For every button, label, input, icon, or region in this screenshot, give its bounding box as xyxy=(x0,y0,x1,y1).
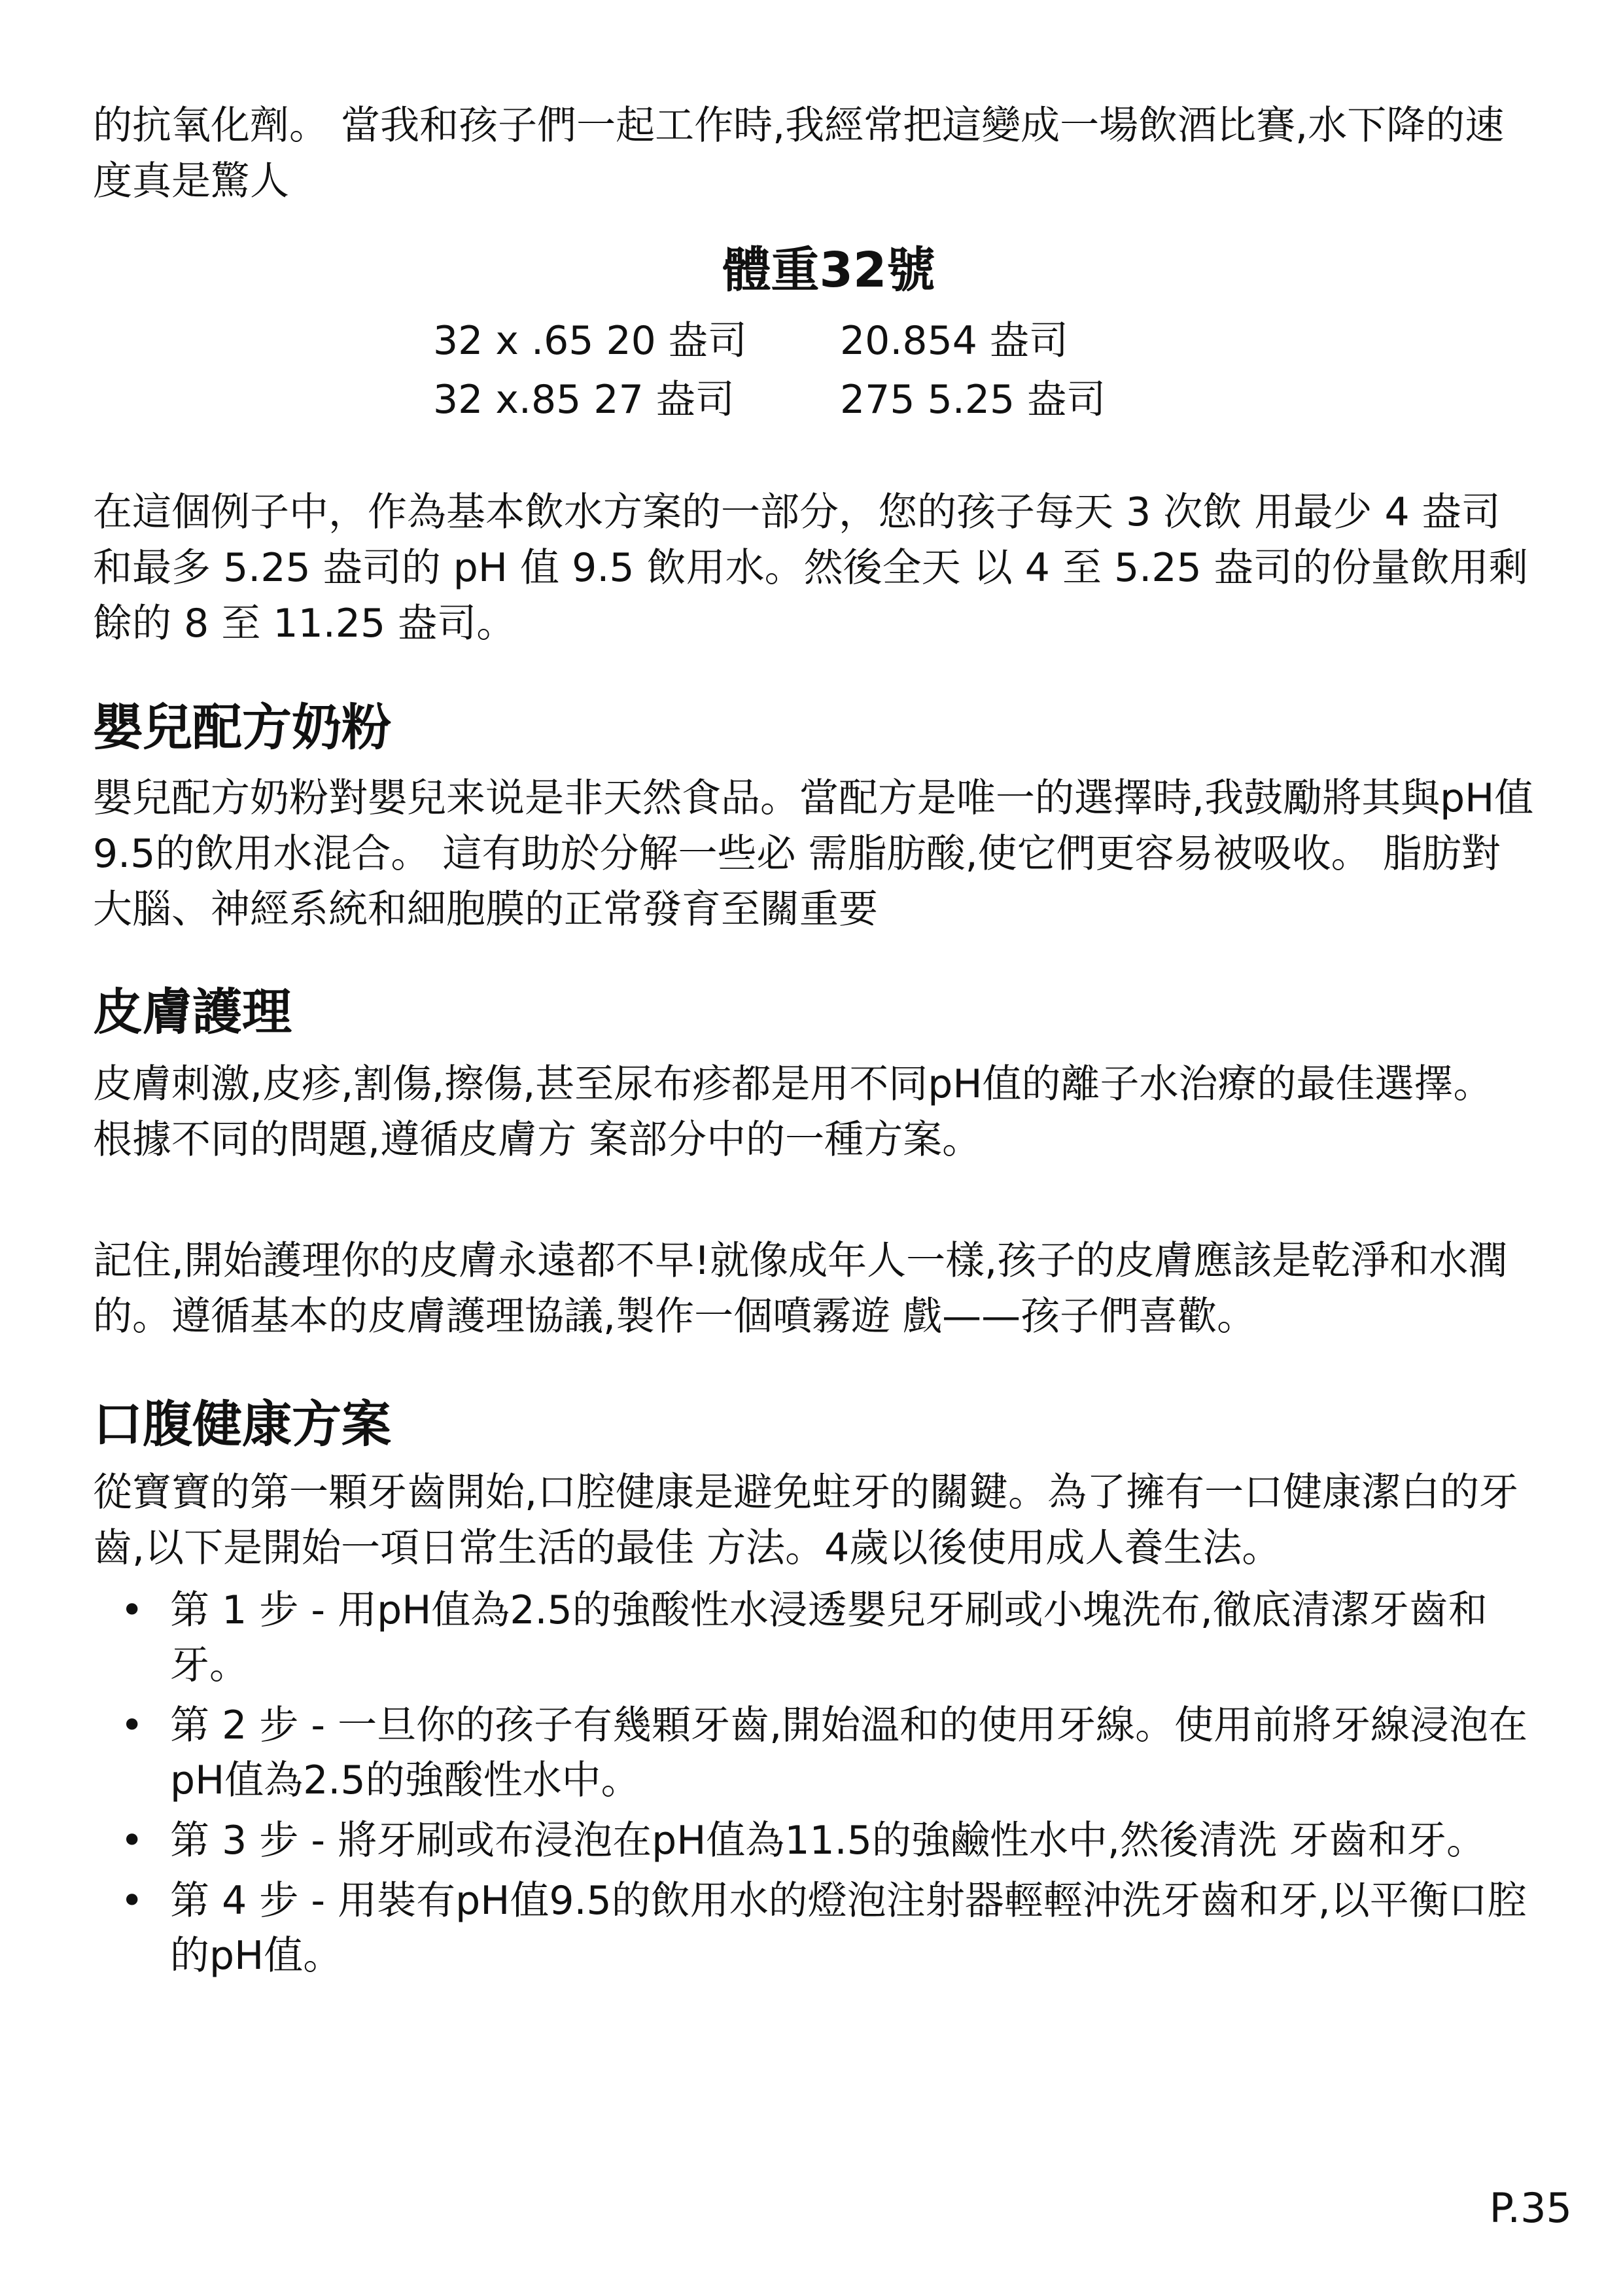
calculation-row xyxy=(433,311,1539,370)
step-text: 第 3 步 - 將牙刷或布浸泡在pH值為11.5的強鹼性水中,然後清洗 牙齒和牙。 xyxy=(170,1818,1486,1863)
list-item xyxy=(93,1583,1539,1693)
infant-formula-heading: 嬰兒配方奶粉 xyxy=(93,698,391,756)
oral-health-intro: 從寶寶的第一顆牙齒開始,口腔健康是避免蛀牙的關鍵。為了擁有一口健康潔白的牙齒,以下是開始一項日常生活的最佳 方法。4歲以後使用成人養生法。 xyxy=(93,1470,1519,1571)
list-item xyxy=(93,1698,1539,1808)
calculation-table xyxy=(433,311,1539,429)
skin-care-heading: 皮膚護理 xyxy=(93,983,292,1041)
list-item xyxy=(93,1873,1539,1983)
oral-health-steps xyxy=(93,1583,1539,1983)
bullet-icon: • xyxy=(120,1878,144,1924)
bullet-icon: • xyxy=(120,1587,144,1633)
bullet-icon: • xyxy=(120,1818,144,1863)
calculation-right: 20.854 盎司 xyxy=(840,318,1069,364)
document-page xyxy=(93,98,1539,1988)
example-paragraph: 在這個例子中，作為基本飲水方案的一部分，您的孩子每天 3 次飲 用最少 4 盎司和最多 5.25 盎司的 pH 值 9.5 飲用水。然後全天 以 4 至 5.25 盎司的份量飲用剩餘的 8 至 11.25 盎司。 xyxy=(93,489,1528,646)
calculation-right: 275 5.25 盎司 xyxy=(840,377,1106,423)
intro-paragraph: 的抗氧化劑。 當我和孩子們一起工作時,我經常把這變成一場飲酒比賽,水下降的速度真是驚人 xyxy=(93,103,1505,204)
infant-formula-paragraph: 嬰兒配方奶粉對嬰兒来说是非天然食品。當配方是唯一的選擇時,我鼓勵將其與pH值9.5的飲用水混合。 這有助於分解一些必 需脂肪酸,使它們更容易被吸收。 脂肪對大腦、神經系統和細胞膜的正常發育至關重要 xyxy=(93,775,1534,932)
calculation-row xyxy=(433,370,1539,429)
skin-care-paragraph-2: 記住,開始護理你的皮膚永遠都不早!就像成年人一樣,孩子的皮膚應該是乾淨和水潤的。遵循基本的皮膚護理協議,製作一個噴霧遊 戲——孩子們喜歡。 xyxy=(93,1238,1508,1339)
body-weight-title: 體重32號 xyxy=(722,242,935,298)
calculation-left: 32 x.85 27 盎司 xyxy=(433,377,735,423)
step-text: 第 2 步 - 一旦你的孩子有幾顆牙齒,開始溫和的使用牙線。使用前將牙線浸泡在pH值為2.5的強酸性水中。 xyxy=(170,1703,1528,1803)
page-number: P.35 xyxy=(1489,2184,1572,2232)
list-item xyxy=(93,1813,1539,1868)
skin-care-paragraph: 皮膚刺激,皮疹,割傷,擦傷,甚至尿布疹都是用不同pH值的離子水治療的最佳選擇。 根據不同的問題,遵循皮膚方 案部分中的一種方案。 xyxy=(93,1061,1493,1163)
bullet-icon: • xyxy=(120,1703,144,1748)
calculation-left: 32 x .65 20 盎司 xyxy=(433,318,747,364)
step-text: 第 4 步 - 用裝有pH值9.5的飲用水的燈泡注射器輕輕沖洗牙齒和牙,以平衡口腔的pH值。 xyxy=(170,1878,1527,1979)
oral-health-heading: 口腹健康方案 xyxy=(93,1395,391,1453)
step-text: 第 1 步 - 用pH值為2.5的強酸性水浸透嬰兒牙刷或小塊洗布,徹底清潔牙齒和牙。 xyxy=(170,1587,1488,1688)
